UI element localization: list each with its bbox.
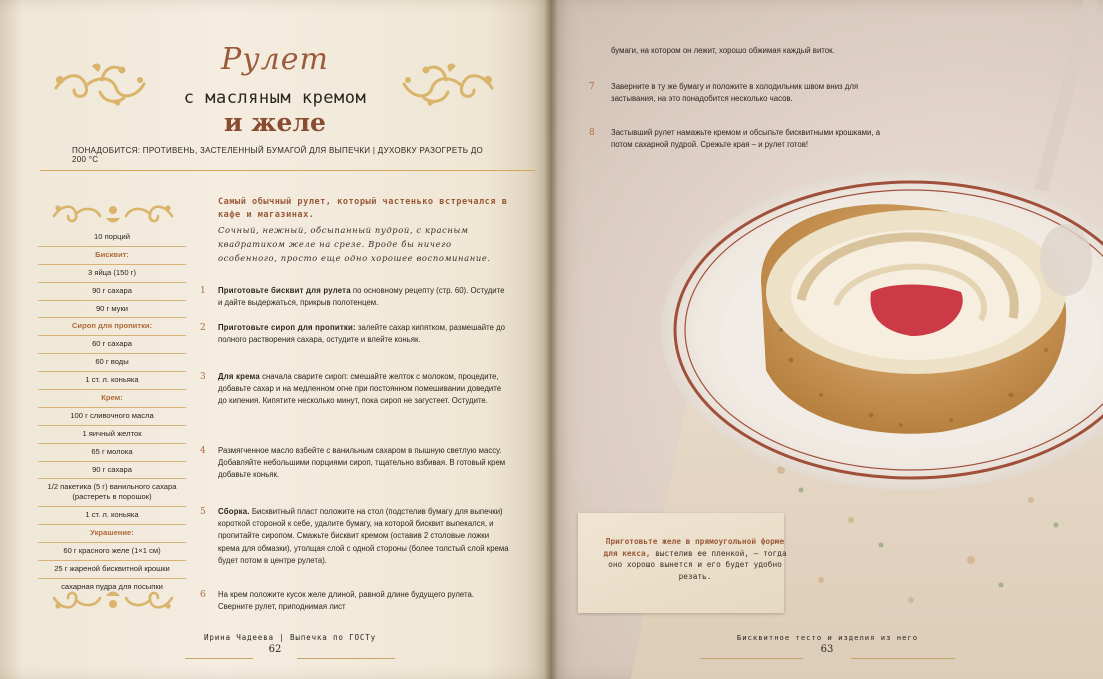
ingredient-heading: Украшение: — [38, 525, 186, 543]
ingredient-item: 3 яйца (150 г) — [38, 265, 186, 283]
recipe-title-line2: с масляным кремом — [183, 88, 367, 108]
ingredient-item: 100 г сливочного масла — [38, 408, 186, 426]
footer-rule — [851, 658, 955, 659]
step-6 — [200, 589, 510, 613]
step-number: 2 — [200, 323, 206, 333]
ingredient-item: 90 г муки — [38, 301, 186, 319]
page-number: 63 — [820, 644, 834, 655]
step-text: бумаги, на котором он лежит, хорошо обжимая каждый виток. — [611, 46, 835, 55]
step-number: 6 — [200, 590, 206, 600]
portions: 10 порций — [38, 229, 186, 247]
flourish-ornament-icon — [400, 58, 496, 106]
step-7 — [589, 81, 889, 105]
intro-text: Сочный, нежный, обсыпанный пудрой, с красным квадратиком желе на срезе. Вроде бы ничего особенного, просто еще одно хорошее воспоминание. — [218, 225, 491, 263]
ingredient-item: 1 ст. л. коньяка — [38, 507, 186, 525]
step-6-continuation — [589, 45, 889, 57]
step-text: На крем положите кусок желе длиной, равной длине будущего рулета. Сверните рулет, приподнимая лист — [218, 590, 474, 612]
footer-rule — [185, 658, 253, 659]
intro-heading: Самый обычный рулет, который частенько встречался в кафе и магазинах. — [218, 197, 508, 220]
step-number: 8 — [589, 128, 595, 138]
ingredient-heading: Бисквит: — [38, 247, 186, 265]
recipe-title-line3: и желе — [224, 108, 326, 137]
step-lead: Приготовьте сироп для пропитки: — [218, 323, 356, 332]
footer-rule — [297, 658, 395, 659]
ingredient-heading: Сироп для пропитки: — [38, 318, 186, 336]
step-3 — [200, 371, 510, 408]
step-text: Заверните в ту же бумагу и положите в холодильник швом вниз для застывания, на это понадобится несколько часов. — [611, 82, 859, 104]
step-lead: Сборка. — [218, 507, 250, 516]
flourish-ornament-icon — [50, 198, 176, 226]
step-number: 7 — [589, 82, 595, 92]
step-lead: Для крема — [218, 372, 260, 381]
ingredient-item: 1 яичный желток — [38, 426, 186, 444]
ingredient-item: 90 г сахара — [38, 462, 186, 480]
step-text: Размягченное масло взбейте с ванильным сахаром в пышную светлую массу. Добавляйте небольшими порциями сироп, тщательно взбивая. В готовый крем добавьте коньяк. — [218, 446, 506, 480]
running-footer-title: Бисквитное тесто и изделия из него — [736, 633, 919, 642]
step-text: сначала сварите сироп: смешайте желток с молоком, процедите, добавьте сахар и на медленном огне при постоянном помешивании доведите до кипения. Кипятите несколько минут, пока сироп не загустеет. Остудите. — [218, 372, 502, 406]
step-1 — [200, 285, 510, 309]
step-number: 4 — [200, 446, 206, 456]
step-text: Бисквитный пласт положите на стол (подстелив бумагу для выпечки) короткой стороной к себе, удалите бумагу, на которой бисквит выпекался, и пропитайте сиропом. Смажьте бисквит кремом (оставив 2 столовые ложки крема для обмазки), утолщая слой с одной стороны (более толстый слой крема будет потом в центре рулета). — [218, 507, 509, 565]
step-number: 1 — [200, 286, 206, 296]
step-5 — [200, 506, 510, 567]
step-text: залейте сахар кипятком, размешайте до полного растворения сахара, остудите и влейте коньяк. — [218, 323, 505, 345]
left-page — [0, 0, 551, 679]
ingredients-list — [38, 229, 186, 596]
step-8 — [589, 127, 889, 151]
divider — [40, 170, 535, 171]
step-text: по основному рецепту (стр. 60). Остудите и дайте выдержаться, прикрыв полотенцем. — [218, 286, 505, 308]
ingredient-item: 1 ст. л. коньяка — [38, 372, 186, 390]
ingredient-item: сахарная пудра для посыпки — [61, 582, 163, 592]
ingredient-heading: Крем: — [38, 390, 186, 408]
equipment-note: ПОНАДОБИТСЯ: ПРОТИВЕНЬ, ЗАСТЕЛЕННЫЙ БУМАГОЙ ДЛЯ ВЫПЕЧКИ | ДУХОВКУ РАЗОГРЕТЬ ДО 200 °С — [72, 146, 484, 164]
ingredient-item: 25 г жареной бисквитной крошки — [38, 561, 186, 579]
step-number: 5 — [200, 507, 206, 517]
running-footer-author: Ирина Чадеева | Выпечка по ГОСТу — [204, 633, 376, 642]
ingredient-item: 60 г воды — [38, 354, 186, 372]
step-number: 3 — [200, 372, 206, 382]
tip-highlight: Приготовьте желе в прямоугольной форме для кекса, — [603, 537, 785, 558]
flourish-ornament-icon — [50, 588, 176, 616]
step-lead: Приготовьте бисквит для рулета — [218, 286, 351, 295]
ingredient-item: 60 г красного желе (1×1 см) — [38, 543, 186, 561]
tip-text — [600, 536, 790, 582]
step-4 — [200, 445, 510, 482]
tip-body: выстелив ее пленкой, – тогда оно хорошо вынется и его будет удобно резать. — [608, 548, 787, 581]
step-text: Застывший рулет намажьте кремом и обсыпьте бисквитными крошками, а потом сахарной пудрой. Срежьте края – и рулет готов! — [611, 128, 881, 150]
ingredient-item: 1/2 пакетика (5 г) ванильного сахара (растереть в порошок) — [38, 479, 186, 507]
page-number: 62 — [268, 644, 282, 655]
ingredient-item: 90 г сахара — [38, 283, 186, 301]
footer-rule — [700, 658, 803, 659]
recipe-title-line1: Рулет — [221, 42, 329, 77]
ingredient-item: 65 г молока — [38, 444, 186, 462]
flourish-ornament-icon — [52, 58, 148, 106]
step-2 — [200, 322, 510, 346]
book-gutter — [544, 0, 558, 679]
ingredient-item: 60 г сахара — [38, 336, 186, 354]
